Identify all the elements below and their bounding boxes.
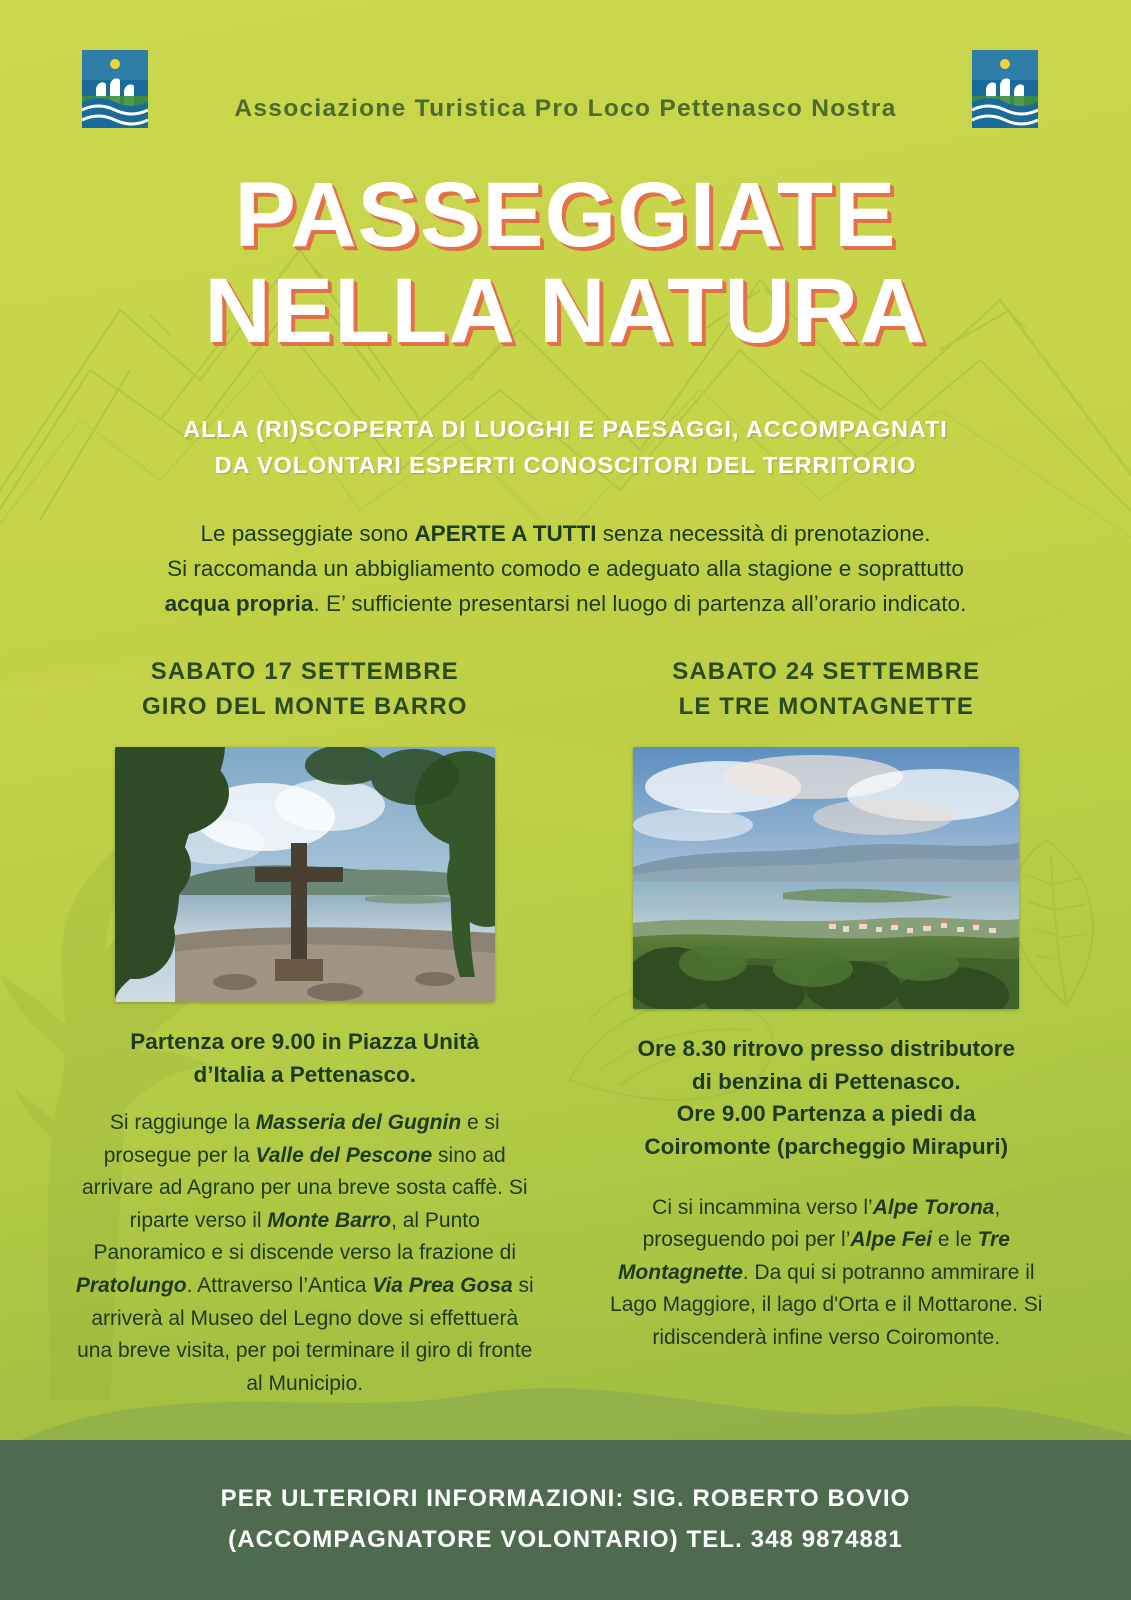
- walk-1-title: GIRO DEL MONTE BARRO: [141, 693, 468, 721]
- walk-1-description-run-6: , al Punto Panoramico e si discende verso la frazione di: [93, 1208, 517, 1265]
- intro-text-a: Le passeggiate sono: [200, 520, 415, 546]
- subtitle-line-2: DA VOLONTARI ESPERTI CONOSCITORI DEL TERRITORIO: [214, 451, 917, 478]
- walk-2-description-run-5: Tre Montagnette: [617, 1228, 1010, 1284]
- walk-1-description-run-4: sino ad arrivare ad Agrano per una breve sosta caffè. Si riparte verso il: [81, 1143, 528, 1232]
- walk-1-description-run-7: Pratolungo: [75, 1274, 187, 1298]
- title-line-2: NELLA NATURA: [204, 260, 927, 363]
- intro-line-3: [0, 587, 1131, 622]
- walk-2-description-run-2: , proseguendo poi per l’: [642, 1195, 1001, 1252]
- walk-2-description-run-3: Alpe Fei: [850, 1228, 933, 1252]
- poster-title: [0, 164, 1131, 363]
- association-name: Associazione Turistica Pro Loco Pettenasco Nostra: [234, 95, 897, 122]
- title-line-1: PASSEGGIATE: [234, 164, 897, 266]
- walk-1-date: SABATO 17 SETTEMBRE: [150, 658, 459, 686]
- walk-column-1: [72, 655, 538, 1400]
- walk-1-description: [72, 1107, 538, 1400]
- poster-header: [0, 0, 1131, 160]
- walk-2-lead-line-1: Ore 8.30 ritrovo presso distributore: [637, 1036, 1016, 1062]
- walk-1-description-run-1: Masseria del Gugnin: [255, 1111, 462, 1135]
- intro-text-c: . E’ sufficiente presentarsi nel luogo di partenza all’orario indicato.: [313, 590, 967, 616]
- intro-line-2: Si raccomanda un abbigliamento comodo e adeguato alla stagione e soprattutto: [167, 555, 964, 581]
- walk-1-description-run-10: si arriverà al Museo del Legno dove si effettuerà una breve visita, per poi terminare il giro di fronte al Municipio.: [77, 1274, 534, 1395]
- poster-subtitle: [0, 412, 1131, 483]
- walk-2-lead-line-3: Ore 9.00 Partenza a piedi da: [676, 1101, 976, 1127]
- walk-1-lead: [72, 1026, 538, 1091]
- walk-2-description-run-1: Alpe Torona: [872, 1195, 995, 1219]
- walk-2-lead-line-2: di benzina di Pettenasco.: [691, 1068, 961, 1094]
- walk-2-description: [594, 1192, 1060, 1355]
- subtitle-line-1: ALLA (RI)SCOPERTA DI LUOGHI E PAESAGGI, ACCOMPAGNATI: [183, 416, 948, 443]
- intro-emphasis-water: acqua propria: [164, 590, 314, 616]
- walk-1-description-run-8: . Attraverso l’Antica: [186, 1274, 373, 1298]
- walk-1-description-run-3: Valle del Pescone: [255, 1143, 433, 1167]
- walk-2-description-run-0: Ci si incammina verso l’: [652, 1195, 873, 1219]
- walk-1-lead-line-1: Partenza ore 9.00 in Piazza Unità: [130, 1029, 480, 1055]
- intro-line-1: [0, 517, 1131, 552]
- walk-column-2: [594, 655, 1060, 1400]
- walk-2-title: LE TRE MONTAGNETTE: [678, 693, 974, 721]
- walk-2-lead-line-4: Coiromonte (parcheggio Mirapuri): [644, 1133, 1009, 1159]
- walk-1-heading: [72, 655, 538, 725]
- footer-line-1: PER ULTERIORI INFORMAZIONI: SIG. ROBERTO BOVIO: [220, 1485, 911, 1513]
- walk-1-description-run-5: Monte Barro: [267, 1208, 392, 1232]
- walk-2-photo: [633, 747, 1019, 1009]
- walk-2-heading: [594, 655, 1060, 725]
- intro-text-b: senza necessità di prenotazione.: [596, 520, 931, 546]
- walk-2-date: SABATO 24 SETTEMBRE: [672, 658, 981, 686]
- walk-2-description-run-6: . Da qui si potranno ammirare il Lago Maggiore, il lago d'Orta e il Mottarone. Si ridiscenderà infine verso Coiromonte.: [610, 1260, 1043, 1349]
- walk-1-lead-line-2: d’Italia a Pettenasco.: [193, 1061, 417, 1087]
- poster-footer: [0, 1440, 1131, 1600]
- walk-1-photo: [115, 747, 495, 1002]
- footer-line-2: (ACCOMPAGNATORE VOLONTARIO) TEL. 348 9874881: [228, 1526, 903, 1553]
- intro-emphasis-open: APERTE A TUTTI: [414, 520, 597, 546]
- intro-paragraph: [0, 517, 1131, 622]
- walk-2-description-run-4: e le: [932, 1228, 978, 1252]
- walk-2-lead: [594, 1033, 1060, 1164]
- walk-1-description-run-0: Si raggiunge la: [109, 1111, 256, 1135]
- walks-columns: [0, 655, 1131, 1400]
- walk-1-description-run-9: Via Prea Gosa: [372, 1274, 513, 1298]
- walk-1-description-run-2: e si prosegue per la: [103, 1111, 500, 1167]
